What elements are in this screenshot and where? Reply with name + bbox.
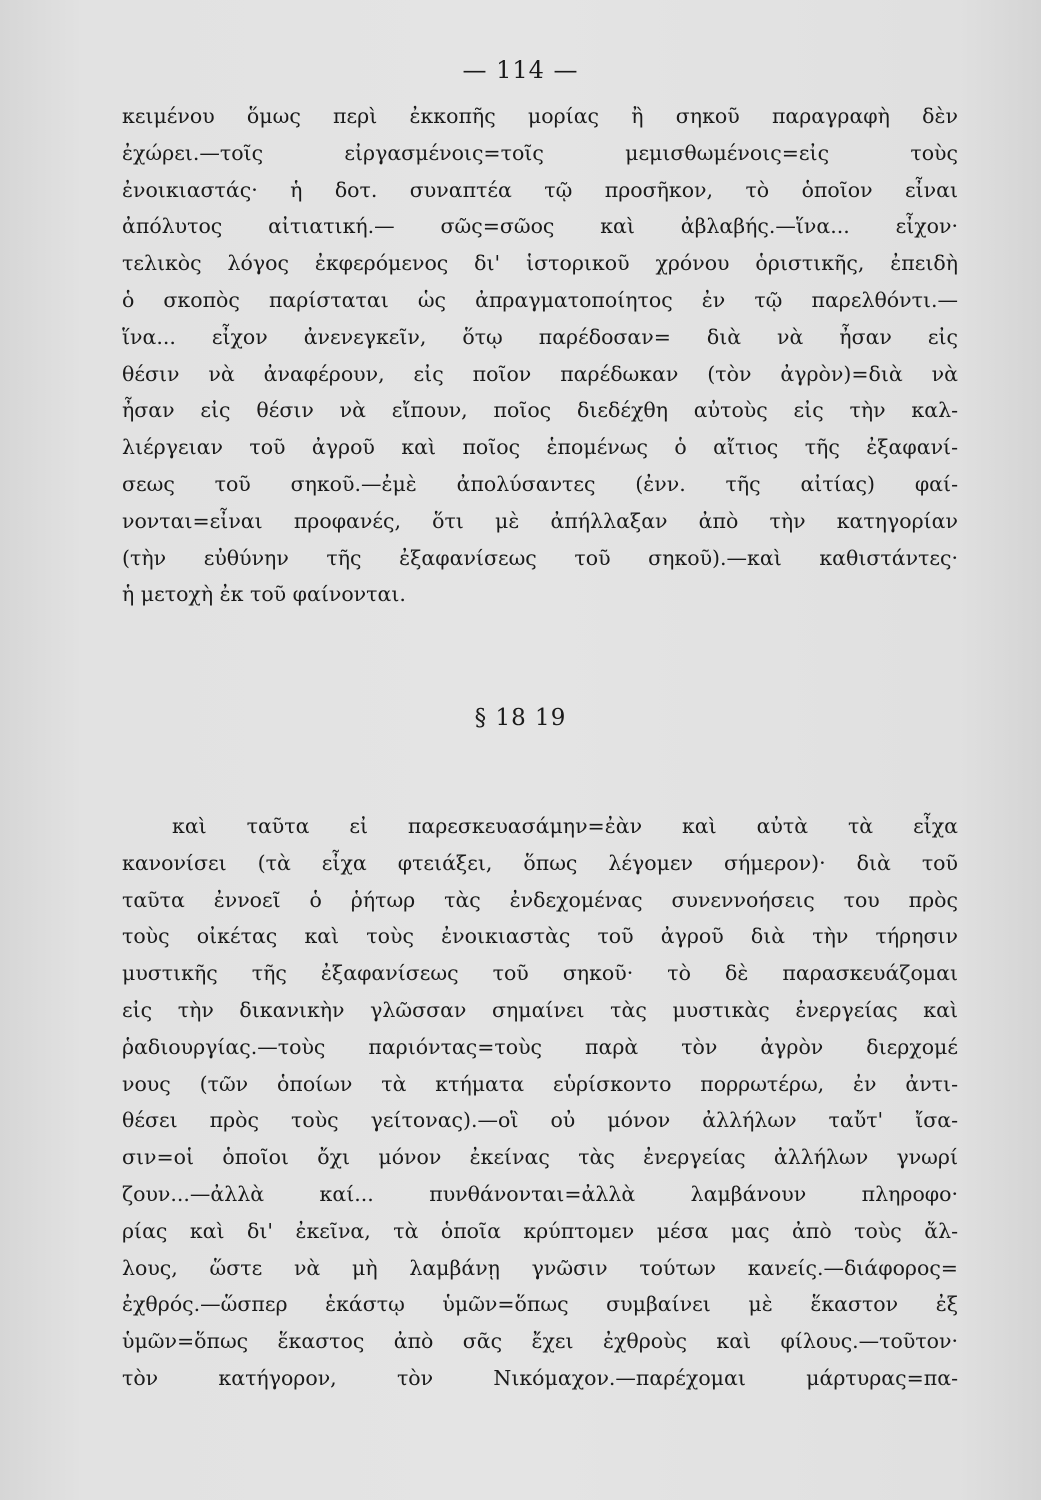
text-line: ἵνα... εἶχον ἀνενεγκεῖν, ὅτῳ παρέδοσαν= διὰ νὰ ἦσαν εἰς bbox=[122, 324, 958, 349]
text-line: τελικὸς λόγος ἐκφερόμενος δι' ἱστορικοῦ χρόνου ὁριστικῆς, ἐπειδὴ bbox=[122, 251, 958, 276]
text-line: νονται=εἶναι προφανές, ὅτι μὲ ἀπήλλαξαν ἀπὸ τὴν κατηγορίαν bbox=[122, 508, 958, 533]
text-line: ἐχθρός.—ὥσπερ ἑκάστῳ ὑμῶν=ὅπως συμβαίνει μὲ ἕκαστον ἐξ bbox=[122, 1292, 958, 1317]
text-line: λους, ὥστε νὰ μὴ λαμβάνῃ γνῶσιν τούτων κανείς.—διάφορος= bbox=[122, 1255, 958, 1280]
text-line: ταῦτα ἐννοεῖ ὁ ῥήτωρ τὰς ἐνδεχομένας συνεννοήσεις του πρὸς bbox=[122, 887, 958, 912]
text-line: σιν=οἱ ὁποῖοι ὄχι μόνον ἐκείνας τὰς ἐνεργείας ἀλλήλων γνωρί bbox=[122, 1145, 958, 1170]
text-line: μυστικῆς τῆς ἐξαφανίσεως τοῦ σηκοῦ· τὸ δὲ παρασκευάζομαι bbox=[122, 961, 958, 986]
text-line: (τὴν εὐθύνην τῆς ἐξαφανίσεως τοῦ σηκοῦ).—καὶ καθιστάντες· bbox=[122, 545, 958, 570]
text-line: κειμένου ὅμως περὶ ἐκκοπῆς μορίας ἢ σηκοῦ παραγραφὴ δὲν bbox=[122, 104, 958, 128]
text-line: κανονίσει (τὰ εἶχα φτειάξει, ὅπως λέγομεν σήμερον)· διὰ τοῦ bbox=[122, 850, 958, 875]
commentary-block-2 bbox=[122, 808, 958, 1397]
text-line: ἡ μετοχὴ ἐκ τοῦ φαίνονται. bbox=[122, 582, 406, 607]
section-heading: § 18 19 bbox=[474, 705, 567, 731]
text-line: νους (τῶν ὁποίων τὰ κτήματα εὑρίσκοντο πορρωτέρω, ἐν ἀντι- bbox=[122, 1071, 958, 1096]
text-line: θέσει πρὸς τοὺς γείτονας).—οἳ οὐ μόνον ἀλλήλων ταὔτ' ἴσα- bbox=[122, 1108, 958, 1133]
text-line: εἰς τὴν δικανικὴν γλῶσσαν σημαίνει τὰς μυστικὰς ἐνεργείας καὶ bbox=[122, 997, 958, 1022]
text-line: λιέργειαν τοῦ ἀγροῦ καὶ ποῖος ἑπομένως ὁ αἴτιος τῆς ἐξαφανί- bbox=[122, 435, 958, 460]
text-line: καὶ ταῦτα εἰ παρεσκευασάμην=ἐὰν καὶ αὐτὰ τὰ εἶχα bbox=[172, 814, 958, 838]
text-line: ὁ σκοπὸς παρίσταται ὡς ἀπραγματοποίητος ἐν τῷ παρελθόντι.— bbox=[122, 287, 958, 312]
text-line: ὑμῶν=ὅπως ἕκαστος ἀπὸ σᾶς ἔχει ἐχθροὺς καὶ φίλους.—τοῦτον· bbox=[122, 1329, 958, 1354]
text-line: τοὺς οἰκέτας καὶ τοὺς ἐνοικιαστὰς τοῦ ἀγροῦ διὰ τὴν τήρησιν bbox=[122, 924, 958, 949]
text-line: σεως τοῦ σηκοῦ.—ἐμὲ ἀπολύσαντες (ἐνν. τῆς αἰτίας) φαί- bbox=[122, 471, 958, 496]
text-line: ἦσαν εἰς θέσιν νὰ εἴπουν, ποῖος διεδέχθη αὐτοὺς εἰς τὴν καλ- bbox=[122, 398, 958, 423]
text-line: ζουν...—ἀλλὰ καί... πυνθάνονται=ἀλλὰ λαμβάνουν πληροφο· bbox=[122, 1181, 958, 1206]
text-line: ἐχώρει.—τοῖς εἰργασμένοις=τοῖς μεμισθωμένοις=εἰς τοὺς bbox=[122, 140, 958, 165]
text-line: ἐνοικιαστάς· ἡ δοτ. συναπτέα τῷ προσῆκον, τὸ ὁποῖον εἶναι bbox=[122, 177, 958, 202]
commentary-block-1 bbox=[122, 98, 958, 613]
text-line: τὸν κατήγορον, τὸν Νικόμαχον.—παρέχομαι μάρτυρας=πα- bbox=[122, 1365, 958, 1390]
text-line: θέσιν νὰ ἀναφέρουν, εἰς ποῖον παρέδωκαν (τὸν ἀγρὸν)=διὰ νὰ bbox=[122, 361, 958, 386]
text-line: ρίας καὶ δι' ἐκεῖνα, τὰ ὁποῖα κρύπτομεν μέσα μας ἀπὸ τοὺς ἄλ- bbox=[122, 1218, 958, 1243]
text-line: ῥαδιουργίας.—τοὺς παριόντας=τοὺς παρὰ τὸν ἀγρὸν διερχομέ bbox=[122, 1034, 958, 1059]
text-line: ἀπόλυτος αἰτιατική.— σῶς=σῶος καὶ ἀβλαβής.—ἵνα... εἶχον· bbox=[122, 214, 958, 239]
page-number: — 114 — bbox=[462, 56, 579, 84]
